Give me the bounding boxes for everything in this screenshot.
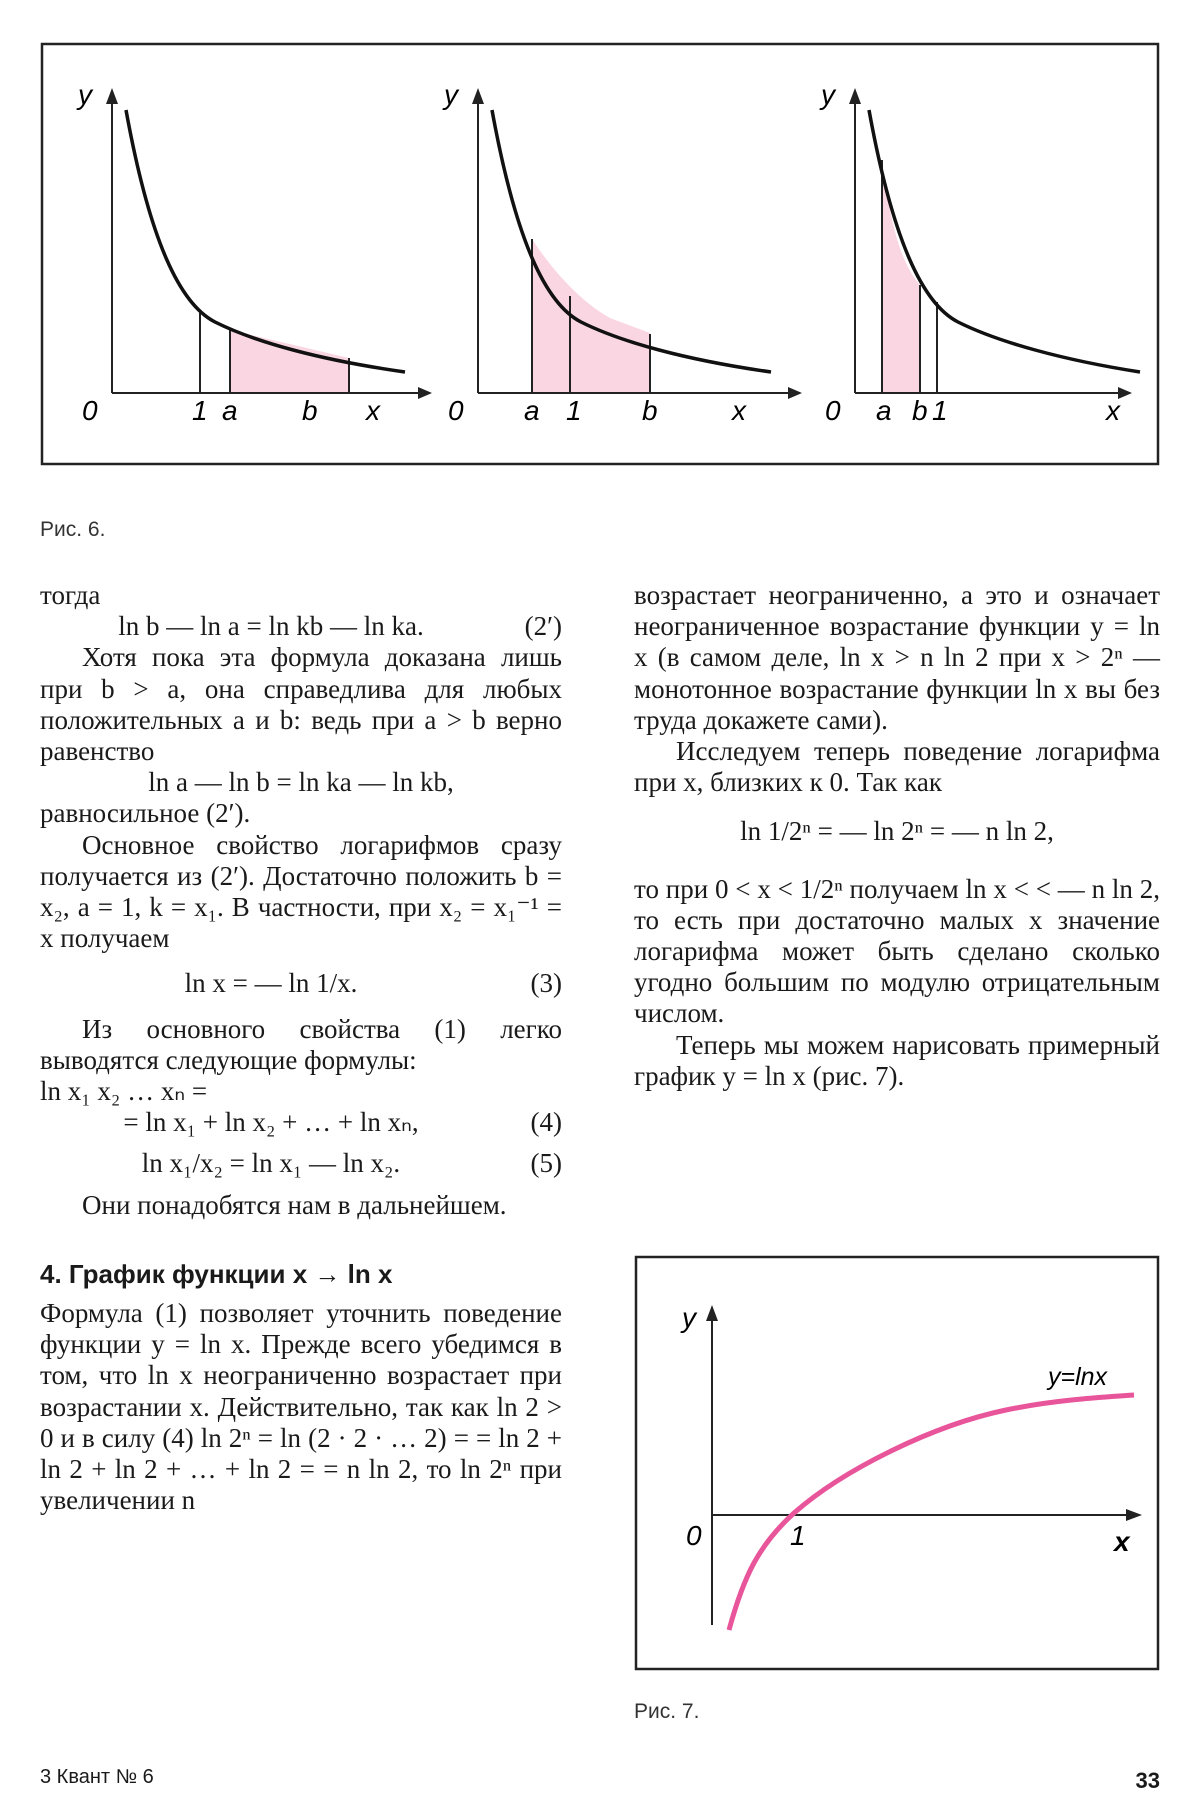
svg-text:y: y (821, 79, 835, 110)
svg-text:0: 0 (448, 395, 464, 426)
formula: = ln x₁ + ln x₂ + … + ln xₙ, (123, 1107, 419, 1138)
svg-text:a: a (876, 395, 892, 426)
tick-1: 1 (790, 1520, 806, 1551)
paragraph: Они понадобятся нам в дальнейшем. (82, 1189, 507, 1220)
origin-label: 0 (82, 395, 98, 426)
figure-6-caption: Рис. 6. (40, 518, 106, 541)
curve-1 (126, 110, 405, 372)
footer-signature: 3 Квант № 6 (40, 1766, 154, 1788)
formula: ln 1/2ⁿ = — ln 2ⁿ = — n ln 2, (740, 816, 1054, 847)
equation-number: (5) (530, 1148, 562, 1179)
equation-number: (2′) (524, 611, 562, 642)
formula: ln a — ln b = ln ka — ln kb, (148, 767, 454, 798)
x-label: x (366, 395, 380, 426)
formula: ln b — ln a = ln kb — ln ka. (118, 611, 424, 642)
figure-7-caption: Рис. 7. (634, 1700, 700, 1723)
y-label: y (78, 79, 92, 110)
page-number: 33 (1135, 1768, 1160, 1793)
section-heading: 4. График функции x → ln x (40, 1258, 393, 1289)
left-column (40, 580, 562, 1516)
formula: ln x₁/x₂ = ln x₁ — ln x₂. (141, 1148, 401, 1179)
svg-text:1: 1 (566, 395, 582, 426)
equation-3 (40, 968, 562, 999)
right-column (634, 580, 1160, 1092)
paragraph: Формула (1) позволяет уточнить поведение функции y = ln x. Прежде всего убедимся в том, что ln x неограниченно возрастает при возрастании x. Действительно, так как ln 2 > 0 и в силу (4) ln 2ⁿ = ln (2 · 2 · … 2) = = ln 2 + ln 2 + ln 2 + … + ln 2 = = n ln 2, то ln 2ⁿ при увеличении n (40, 1298, 562, 1516)
tick-a: a (222, 395, 238, 426)
svg-text:0: 0 (825, 395, 841, 426)
formula: ln x = — ln 1/x. (184, 968, 358, 999)
tick-1: 1 (192, 395, 208, 426)
curve-label: y=lnx (1048, 1363, 1108, 1391)
equation-5 (40, 1148, 562, 1179)
svg-text:a: a (524, 395, 540, 426)
paragraph: Из основного свойства (1) легко выводятся следующие формулы: (40, 1013, 562, 1075)
paragraph: равносильное (2′). (40, 798, 251, 829)
figure-6 (40, 42, 1160, 466)
tick-b: b (302, 395, 318, 426)
svg-text:y: y (444, 79, 458, 110)
figure-7 (634, 1255, 1160, 1671)
paragraph: Исследуем теперь поведение логарифма при x, близких к 0. Так как (634, 736, 1160, 798)
origin-label: 0 (686, 1520, 702, 1551)
ln-curve (729, 1395, 1134, 1630)
formula: ln x₁ x₂ … xₙ = (40, 1076, 208, 1107)
y-label: y (682, 1302, 696, 1333)
svg-text:1: 1 (932, 395, 948, 426)
equation-2 (40, 611, 562, 642)
paragraph: тогда (40, 580, 101, 610)
svg-text:x: x (732, 395, 746, 426)
equation-4 (40, 1107, 562, 1138)
paragraph: возрастает неограниченно, а это и означает неограниченное возрастание функции y = ln x (в самом деле, ln x > n ln 2 при x > 2ⁿ — монотонное возрастание функции ln x вы без труда докажете сами). (634, 580, 1160, 735)
svg-text:b: b (912, 395, 928, 426)
paragraph: Хотя пока эта формула доказана лишь при b > a, она справедлива для любых положительных a и b: ведь при a > b верно равенство (40, 642, 562, 767)
paragraph: Основное свойство логарифмов сразу получается из (2′). Достаточно положить b = x₂, a = 1, k = x₁. В частности, при x₂ = x₁⁻¹ = x получаем (40, 829, 562, 954)
panel-2 (442, 79, 802, 426)
svg-text:x: x (1106, 395, 1120, 426)
y-axis-arrow (706, 1305, 718, 1321)
x-label: x (1114, 1526, 1130, 1557)
svg-text:b: b (642, 395, 658, 426)
panel-1 (76, 79, 432, 426)
equation-number: (4) (530, 1107, 562, 1138)
equation-number: (3) (530, 968, 562, 999)
x-axis-arrow (1126, 1509, 1142, 1521)
panel-3 (819, 79, 1140, 426)
paragraph: Теперь мы можем нарисовать примерный график y = ln x (рис. 7). (634, 1029, 1160, 1091)
paragraph: то при 0 < x < 1/2ⁿ получаем ln x < < — n ln 2, то есть при достаточно малых x значение логарифма может быть сделано сколько угодно большим по модулю отрицательным числом. (634, 873, 1160, 1029)
